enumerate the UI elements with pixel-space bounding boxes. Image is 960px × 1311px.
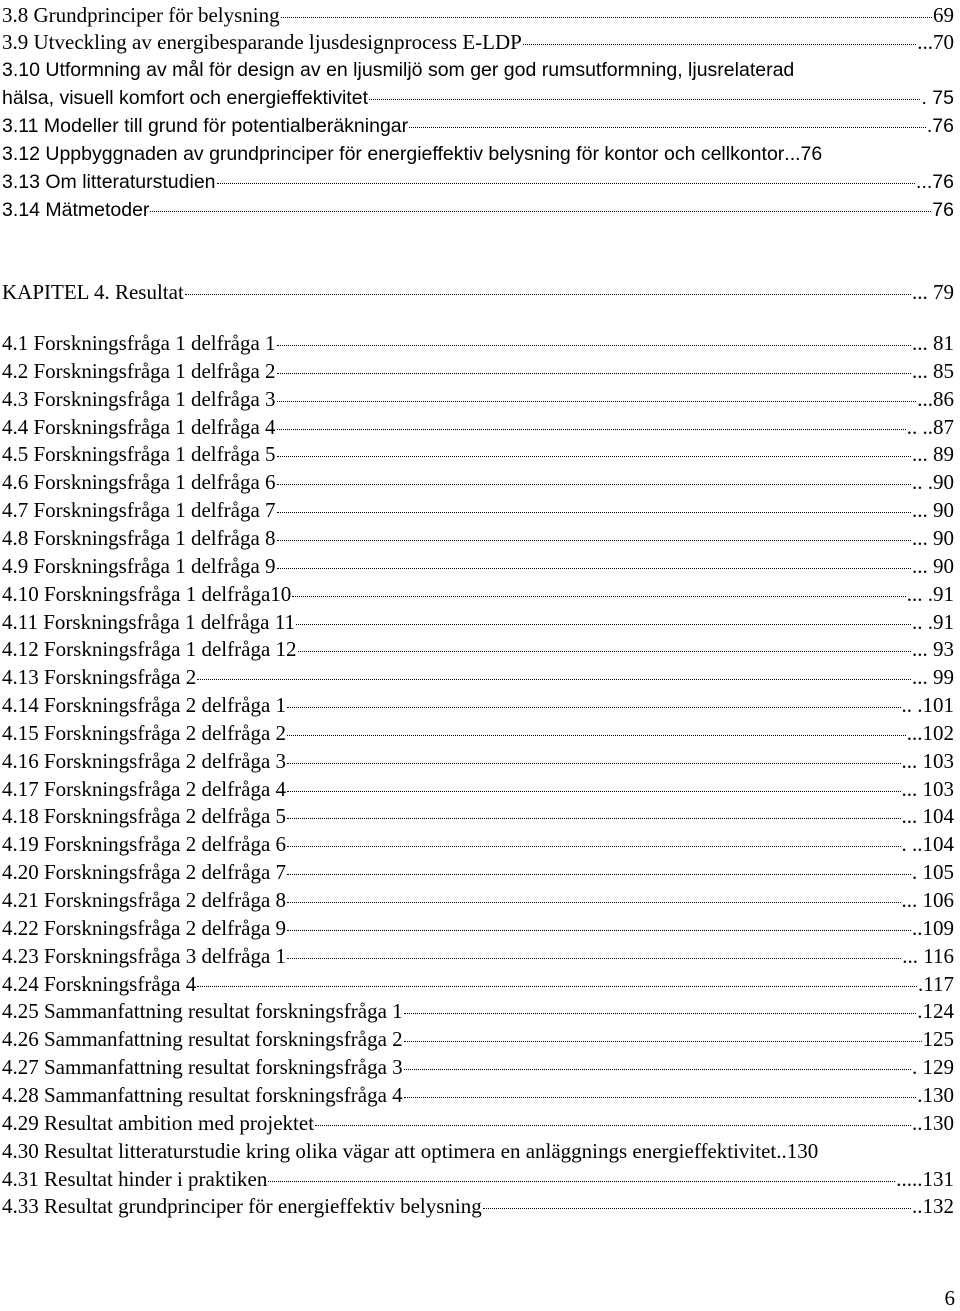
toc-dot-leader xyxy=(197,986,917,987)
toc-entry-title: 3.12 Uppbyggnaden av grundprinciper för energieffektiv belysning för kontor och cellkontor xyxy=(2,143,785,165)
toc-entry[interactable] xyxy=(2,358,954,384)
toc-entry-title: 4.33 Resultat grundprinciper för energieffektiv belysning xyxy=(2,1194,482,1218)
toc-dot-leader xyxy=(277,512,911,513)
toc-dot-leader xyxy=(281,17,932,18)
toc-dot-leader xyxy=(409,127,926,128)
toc-dot-leader xyxy=(287,707,900,708)
toc-entry-page: . 75 xyxy=(921,87,954,109)
toc-dot-leader xyxy=(483,1208,911,1209)
toc-entry[interactable] xyxy=(2,414,954,440)
toc-entry-title: 4.14 Forskningsfråga 2 delfråga 1 xyxy=(2,693,287,717)
toc-entry-title: 3.14 Mätmetoder xyxy=(2,199,150,221)
toc-entry-page: ... 90 xyxy=(912,498,954,522)
toc-entry-title: 4.1 Forskningsfråga 1 delfråga 1 xyxy=(2,331,276,355)
toc-entry-title: 3.13 Om litteraturstudien xyxy=(2,171,216,193)
toc-entry[interactable] xyxy=(2,664,954,690)
toc-entry-title: 4.21 Forskningsfråga 2 delfråga 8 xyxy=(2,888,287,912)
toc-entry-page: .130 xyxy=(917,1083,954,1107)
toc-entry-title: 4.20 Forskningsfråga 2 delfråga 7 xyxy=(2,860,287,884)
toc-dot-leader xyxy=(277,373,911,374)
toc-entry-title: 4.30 Resultat litteraturstudie kring olika vägar att optimera en anläggnings energieffektivitet xyxy=(2,1139,777,1163)
toc-entry-title: 4.4 Forskningsfråga 1 delfråga 4 xyxy=(2,415,276,439)
toc-entry[interactable] xyxy=(2,57,954,83)
toc-entry[interactable] xyxy=(2,2,954,28)
toc-entry-title: 4.24 Forskningsfråga 4 xyxy=(2,972,197,996)
toc-entry[interactable] xyxy=(2,748,954,774)
toc-entry[interactable] xyxy=(2,609,954,635)
toc-entry[interactable] xyxy=(2,386,954,412)
toc-entry[interactable] xyxy=(2,553,954,579)
toc-entry-title: 3.11 Modeller till grund för potentialberäkningar xyxy=(2,115,409,137)
toc-entry-title: 4.11 Forskningsfråga 1 delfråga 11 xyxy=(2,610,295,634)
toc-entry-title: hälsa, visuell komfort och energieffektivitet xyxy=(2,87,368,109)
toc-entry-page: ...70 xyxy=(917,30,954,54)
toc-dot-leader xyxy=(185,294,911,295)
toc-entry-page: ... 99 xyxy=(912,665,954,689)
toc-dot-leader xyxy=(268,1181,895,1182)
toc-dot-leader xyxy=(404,1097,917,1098)
toc-entry[interactable] xyxy=(2,469,954,495)
toc-dot-leader xyxy=(217,183,916,184)
toc-entry-page: ...86 xyxy=(917,387,954,411)
toc-entry-page: .. .90 xyxy=(912,470,954,494)
toc-entry[interactable] xyxy=(2,831,954,857)
toc-entry-page: . 105 xyxy=(912,860,954,884)
toc-entry-page: .. .91 xyxy=(912,610,954,634)
toc-entry-title: 4.28 Sammanfattning resultat forskningsfråga 4 xyxy=(2,1083,403,1107)
toc-entry-page: .. ..87 xyxy=(906,415,954,439)
toc-dot-leader xyxy=(287,958,901,959)
toc-dot-leader xyxy=(292,596,905,597)
toc-entry-page: ..130 xyxy=(912,1111,954,1135)
toc-entry-page: ...102 xyxy=(906,721,954,745)
toc-entry-title: 4.10 Forskningsfråga 1 delfråga10 xyxy=(2,582,292,606)
toc-dot-leader xyxy=(150,211,931,212)
toc-entry[interactable] xyxy=(2,1026,954,1052)
page-number: 6 xyxy=(944,1286,955,1310)
toc-entry[interactable] xyxy=(2,1138,954,1164)
toc-entry-page: .76 xyxy=(926,115,954,137)
toc-entry-title: 4.3 Forskningsfråga 1 delfråga 3 xyxy=(2,387,276,411)
toc-entry[interactable] xyxy=(2,169,954,195)
toc-entry-page: ... 89 xyxy=(912,442,954,466)
toc-entry[interactable] xyxy=(2,525,954,551)
toc-entry-title: 4.7 Forskningsfråga 1 delfråga 7 xyxy=(2,498,276,522)
toc-entry-page: ..132 xyxy=(912,1194,954,1218)
toc-entry[interactable] xyxy=(2,497,954,523)
toc-entry[interactable] xyxy=(2,915,954,941)
toc-entry[interactable] xyxy=(2,887,954,913)
toc-entry-title: 3.8 Grundprinciper för belysning xyxy=(2,3,280,27)
toc-dot-leader xyxy=(287,763,900,764)
toc-dot-leader xyxy=(287,846,900,847)
toc-entry[interactable] xyxy=(2,1054,954,1080)
toc-entry-title: 4.23 Forskningsfråga 3 delfråga 1 xyxy=(2,944,287,968)
toc-entry[interactable] xyxy=(2,1193,954,1219)
toc-entry-page: ... 103 xyxy=(901,777,954,801)
toc-dot-leader xyxy=(404,1041,922,1042)
toc-entry[interactable] xyxy=(2,1166,954,1192)
toc-entry-title: 4.17 Forskningsfråga 2 delfråga 4 xyxy=(2,777,287,801)
toc-entry-page: ... 106 xyxy=(901,888,954,912)
toc-entry-title: KAPITEL 4. Resultat xyxy=(2,280,184,304)
toc-dot-leader xyxy=(277,540,911,541)
toc-entry-page: ... 103 xyxy=(901,749,954,773)
toc-entry[interactable] xyxy=(2,692,954,718)
toc-entry[interactable] xyxy=(2,943,954,969)
toc-dot-leader xyxy=(404,1069,911,1070)
toc-entry-page: .124 xyxy=(917,999,954,1023)
toc-dot-leader xyxy=(287,791,900,792)
toc-entry-title: 4.5 Forskningsfråga 1 delfråga 5 xyxy=(2,442,276,466)
toc-dot-leader xyxy=(315,1125,911,1126)
toc-entry-title: 3.10 Utformning av mål för design av en ljusmiljö som ger god rumsutformning, ljusrelaterad xyxy=(2,59,795,81)
toc-entry-page: .....131 xyxy=(896,1167,954,1191)
toc-dot-leader xyxy=(296,624,911,625)
toc-entry-title: 4.22 Forskningsfråga 2 delfråga 9 xyxy=(2,916,287,940)
toc-dot-leader xyxy=(287,930,911,931)
toc-dot-leader xyxy=(287,735,906,736)
toc-entry-page: ..109 xyxy=(912,916,954,940)
toc-entry-page: ... 116 xyxy=(902,944,954,968)
toc-entry[interactable] xyxy=(2,279,954,305)
toc-entry[interactable] xyxy=(2,776,954,802)
toc-entry-title: 4.27 Sammanfattning resultat forskningsfråga 3 xyxy=(2,1055,403,1079)
toc-entry-page: ... 81 xyxy=(912,331,954,355)
toc-entry-title: 4.19 Forskningsfråga 2 delfråga 6 xyxy=(2,832,287,856)
toc-entry-title: 4.15 Forskningsfråga 2 delfråga 2 xyxy=(2,721,287,745)
toc-entry-page: 76 xyxy=(932,199,954,221)
toc-entry[interactable] xyxy=(2,720,954,746)
toc-dot-leader xyxy=(287,818,900,819)
toc-entry-page: 69 xyxy=(933,3,954,27)
toc-entry-title: 4.8 Forskningsfråga 1 delfråga 8 xyxy=(2,526,276,550)
toc-dot-leader xyxy=(277,401,917,402)
toc-entry[interactable] xyxy=(2,581,954,607)
toc-entry-page: ... .91 xyxy=(906,582,954,606)
toc-entry-page: 125 xyxy=(922,1027,954,1051)
toc-dot-leader xyxy=(277,456,911,457)
toc-entry-title: 4.18 Forskningsfråga 2 delfråga 5 xyxy=(2,804,287,828)
toc-entry[interactable] xyxy=(2,998,954,1024)
toc-entry-page: .. .101 xyxy=(901,693,954,717)
toc-dot-leader xyxy=(197,679,911,680)
toc-dot-leader xyxy=(287,874,911,875)
toc-entry-page: ... 79 xyxy=(912,280,954,304)
toc-entry[interactable] xyxy=(2,441,954,467)
toc-dot-leader xyxy=(277,429,906,430)
toc-entry[interactable] xyxy=(2,29,954,55)
toc-entry[interactable] xyxy=(2,197,954,223)
toc-dot-leader xyxy=(298,651,911,652)
toc-entry-page: ..130 xyxy=(776,1139,819,1163)
toc-entry-title: 3.9 Utveckling av energibesparande ljusdesignprocess E-LDP xyxy=(2,30,522,54)
toc-dot-leader xyxy=(277,568,911,569)
toc-entry-page: ...76 xyxy=(784,143,823,165)
toc-entry-title: 4.29 Resultat ambition med projektet xyxy=(2,1111,315,1135)
toc-entry[interactable] xyxy=(2,1110,954,1136)
toc-entry-page: ... 90 xyxy=(912,526,954,550)
toc-entry[interactable] xyxy=(2,859,954,885)
toc-entry-title: 4.12 Forskningsfråga 1 delfråga 12 xyxy=(2,637,297,661)
toc-entry-title: 4.16 Forskningsfråga 2 delfråga 3 xyxy=(2,749,287,773)
toc-entry[interactable] xyxy=(2,330,954,356)
toc-entry[interactable] xyxy=(2,636,954,662)
toc-entry[interactable] xyxy=(2,1082,954,1108)
toc-entry-title: 4.31 Resultat hinder i praktiken xyxy=(2,1167,268,1191)
toc-entry-title: 4.6 Forskningsfråga 1 delfråga 6 xyxy=(2,470,276,494)
toc-dot-leader xyxy=(523,44,916,45)
toc-entry[interactable] xyxy=(2,971,954,997)
toc-entry-page: ...76 xyxy=(916,171,954,193)
toc-entry-title: 4.9 Forskningsfråga 1 delfråga 9 xyxy=(2,554,276,578)
toc-dot-leader xyxy=(404,1013,917,1014)
toc-dot-leader xyxy=(287,902,900,903)
toc-dot-leader xyxy=(277,345,911,346)
toc-entry-page: . ..104 xyxy=(901,832,954,856)
toc-dot-leader xyxy=(369,99,920,100)
toc-entry[interactable] xyxy=(2,85,954,111)
toc-entry-page: .117 xyxy=(918,972,954,996)
toc-entry[interactable] xyxy=(2,803,954,829)
toc-entry-title: 4.2 Forskningsfråga 1 delfråga 2 xyxy=(2,359,276,383)
toc-entry-page: . 129 xyxy=(912,1055,954,1079)
toc-entry-page: ... 104 xyxy=(901,804,954,828)
toc-entry-title: 4.13 Forskningsfråga 2 xyxy=(2,665,197,689)
toc-entry-page: ... 85 xyxy=(912,359,954,383)
toc-entry-title: 4.25 Sammanfattning resultat forskningsfråga 1 xyxy=(2,999,403,1023)
toc-entry[interactable] xyxy=(2,141,954,167)
toc-entry-page: ... 90 xyxy=(912,554,954,578)
toc-entry[interactable] xyxy=(2,113,954,139)
toc-entry-page: ... 93 xyxy=(912,637,954,661)
toc-dot-leader xyxy=(277,484,911,485)
toc-entry-title: 4.26 Sammanfattning resultat forskningsfråga 2 xyxy=(2,1027,403,1051)
